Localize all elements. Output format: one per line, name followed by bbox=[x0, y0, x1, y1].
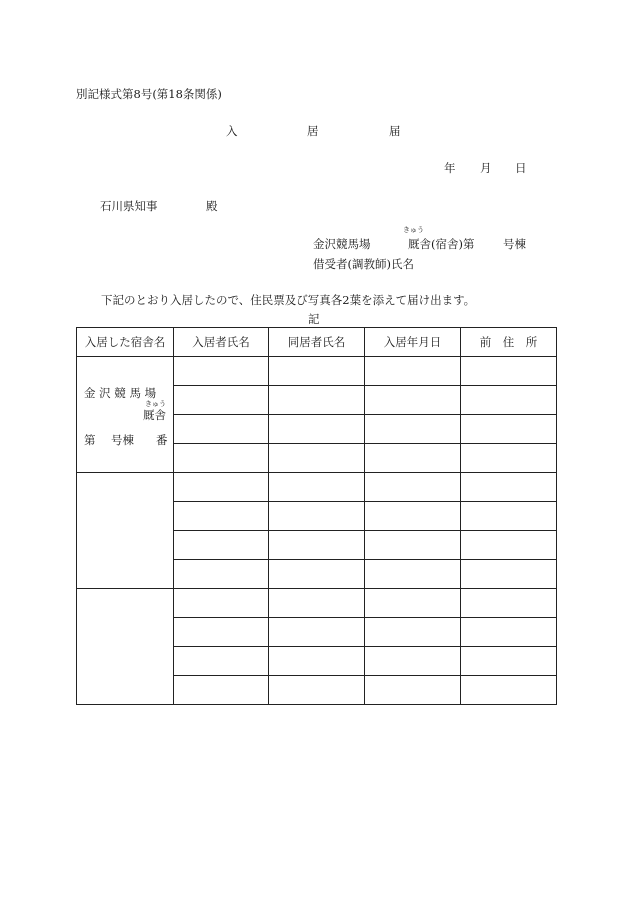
statement-text: 下記のとおり入居したので、住民票及び写真各2葉を添えて届け出ます。 bbox=[101, 293, 476, 307]
address-input[interactable] bbox=[461, 647, 557, 676]
date-input[interactable] bbox=[365, 502, 461, 531]
address-input[interactable] bbox=[461, 589, 557, 618]
cohabitant-input[interactable] bbox=[269, 647, 365, 676]
title-char-2: 居 bbox=[307, 124, 319, 138]
resident-input[interactable] bbox=[174, 618, 269, 647]
date-input[interactable] bbox=[365, 386, 461, 415]
cohabitant-input[interactable] bbox=[269, 676, 365, 705]
date-input[interactable] bbox=[365, 473, 461, 502]
address-input[interactable] bbox=[461, 357, 557, 386]
resident-input[interactable] bbox=[174, 502, 269, 531]
hall-building: 号棟 bbox=[111, 433, 134, 447]
date-day: 日 bbox=[515, 161, 527, 175]
date-input[interactable] bbox=[365, 676, 461, 705]
cohabitant-input[interactable] bbox=[269, 531, 365, 560]
address-input[interactable] bbox=[461, 386, 557, 415]
hall-ruby: きゅう bbox=[145, 400, 166, 408]
header-dormitory: 入居した宿舎名 bbox=[77, 328, 174, 357]
address-input[interactable] bbox=[461, 560, 557, 589]
resident-input[interactable] bbox=[174, 386, 269, 415]
cohabitant-input[interactable] bbox=[269, 589, 365, 618]
table-row bbox=[77, 473, 557, 502]
residence-table bbox=[76, 327, 557, 705]
table-row bbox=[77, 589, 557, 618]
date-input[interactable] bbox=[365, 618, 461, 647]
resident-input[interactable] bbox=[174, 357, 269, 386]
resident-input[interactable] bbox=[174, 676, 269, 705]
ki-label: 記 bbox=[308, 312, 320, 326]
header-previous-address: 前 住 所 bbox=[461, 328, 557, 357]
hall-dai: 第 bbox=[84, 433, 96, 447]
cohabitant-input[interactable] bbox=[269, 560, 365, 589]
address-input[interactable] bbox=[461, 676, 557, 705]
resident-input[interactable] bbox=[174, 415, 269, 444]
table-header-row bbox=[77, 328, 557, 357]
dormitory-input[interactable] bbox=[77, 473, 174, 589]
resident-input[interactable] bbox=[174, 589, 269, 618]
hall-number: 番 bbox=[156, 433, 168, 447]
resident-input[interactable] bbox=[174, 647, 269, 676]
address-input[interactable] bbox=[461, 531, 557, 560]
title-char-1: 入 bbox=[226, 124, 238, 138]
cohabitant-input[interactable] bbox=[269, 444, 365, 473]
date-input[interactable] bbox=[365, 589, 461, 618]
cohabitant-input[interactable] bbox=[269, 357, 365, 386]
addressee-name: 石川県知事 bbox=[100, 199, 158, 213]
applicant-ruby: きゅう bbox=[403, 226, 424, 234]
applicant-racecourse: 金沢競馬場 bbox=[313, 237, 371, 251]
cohabitant-input[interactable] bbox=[269, 618, 365, 647]
address-input[interactable] bbox=[461, 473, 557, 502]
resident-input[interactable] bbox=[174, 444, 269, 473]
dormitory-cell bbox=[77, 357, 174, 473]
header-cohabitant: 同居者氏名 bbox=[269, 328, 365, 357]
address-input[interactable] bbox=[461, 618, 557, 647]
date-month: 月 bbox=[480, 161, 492, 175]
header-move-in-date: 入居年月日 bbox=[365, 328, 461, 357]
address-input[interactable] bbox=[461, 444, 557, 473]
cohabitant-input[interactable] bbox=[269, 502, 365, 531]
title-char-3: 届 bbox=[389, 124, 401, 138]
hall-stable: 厩舎 bbox=[143, 408, 166, 422]
applicant-building: 号棟 bbox=[503, 237, 526, 251]
date-input[interactable] bbox=[365, 357, 461, 386]
address-input[interactable] bbox=[461, 415, 557, 444]
applicant-trainer-name: 借受者(調教師)氏名 bbox=[313, 257, 414, 271]
cohabitant-input[interactable] bbox=[269, 415, 365, 444]
table-row bbox=[77, 357, 557, 386]
hall-racecourse: 金 沢 競 馬 場 bbox=[84, 386, 157, 400]
date-input[interactable] bbox=[365, 560, 461, 589]
date-input[interactable] bbox=[365, 444, 461, 473]
addressee-honorific: 殿 bbox=[206, 199, 218, 213]
applicant-stable: 厩舎(宿舎)第 bbox=[408, 237, 475, 251]
resident-input[interactable] bbox=[174, 531, 269, 560]
dormitory-input[interactable] bbox=[77, 589, 174, 705]
cohabitant-input[interactable] bbox=[269, 386, 365, 415]
resident-input[interactable] bbox=[174, 473, 269, 502]
address-input[interactable] bbox=[461, 502, 557, 531]
date-year: 年 bbox=[444, 161, 456, 175]
form-number-label: 別記様式第8号(第18条関係) bbox=[76, 87, 222, 101]
cohabitant-input[interactable] bbox=[269, 473, 365, 502]
date-input[interactable] bbox=[365, 415, 461, 444]
date-input[interactable] bbox=[365, 647, 461, 676]
resident-input[interactable] bbox=[174, 560, 269, 589]
date-input[interactable] bbox=[365, 531, 461, 560]
header-resident: 入居者氏名 bbox=[174, 328, 269, 357]
